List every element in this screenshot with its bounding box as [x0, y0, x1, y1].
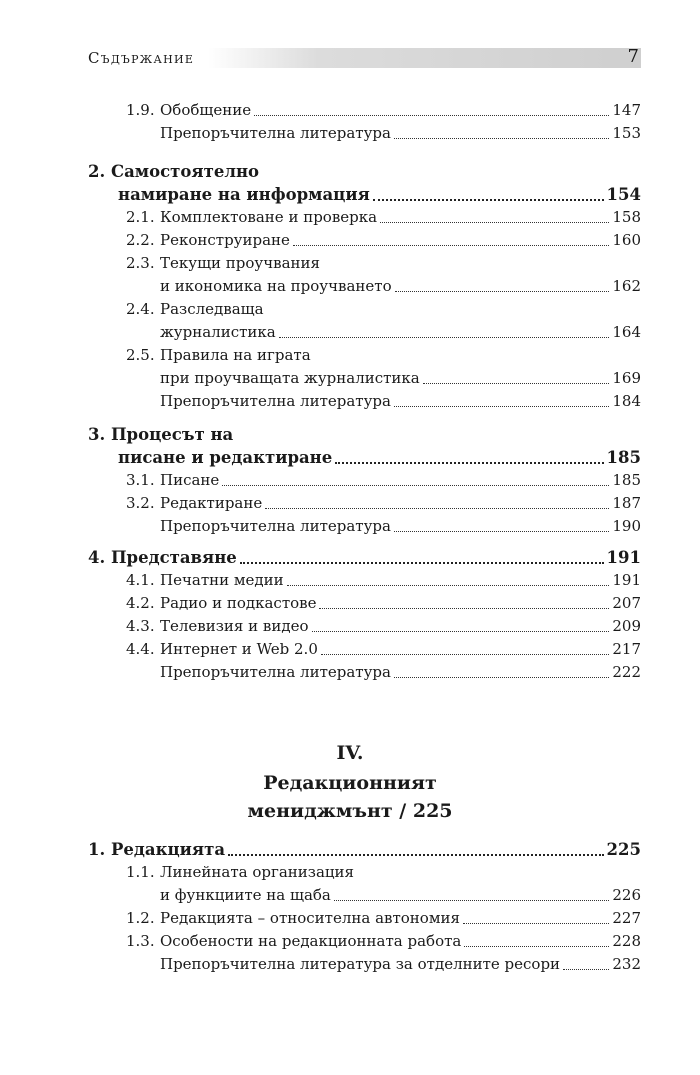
entry-label: и функциите на щаба [160, 886, 331, 904]
toc-entry [88, 861, 641, 884]
entry-page: 185 [612, 471, 641, 489]
toc-entry [88, 638, 641, 661]
chapter-page: 191 [606, 548, 641, 567]
entry-label: Редактиране [160, 494, 263, 512]
chapter-title: 2. Самостоятелно [88, 162, 260, 181]
chapter-title-line [88, 183, 641, 206]
chapter-page: 185 [606, 448, 641, 467]
entry-number: 4.3. [126, 617, 155, 635]
entry-label: Печатни медии [160, 571, 284, 589]
toc-chapter-2 [88, 160, 641, 413]
entry-label: при проучващата журналистика [160, 369, 420, 387]
toc-entry [88, 569, 641, 592]
entry-page: 158 [612, 208, 641, 226]
toc-entry [88, 492, 641, 515]
chapter-title: писане и редактиране [118, 448, 333, 467]
entry-label: Разследваща [160, 300, 264, 318]
entry-number: 2.2. [126, 231, 155, 249]
chapter-title-line [88, 423, 641, 446]
entry-page: 184 [612, 392, 641, 410]
toc-entry [88, 953, 641, 976]
toc-entry [88, 252, 641, 275]
entry-page: 169 [612, 369, 641, 387]
entry-page: 160 [612, 231, 641, 249]
entry-label: Препоръчителна литература [160, 663, 391, 681]
toc-entry [88, 615, 641, 638]
entry-number: 1.2. [126, 909, 155, 927]
toc-entry [88, 661, 641, 684]
toc-section-1 [88, 99, 641, 145]
entry-page: 227 [612, 909, 641, 927]
entry-number: 1.1. [126, 863, 155, 881]
entry-label: Препоръчителна литература [160, 517, 391, 535]
entry-page: 222 [612, 663, 641, 681]
entry-page: 147 [612, 101, 641, 119]
entry-number: 2.1. [126, 208, 155, 226]
entry-label: Препоръчителна литература [160, 124, 391, 142]
entry-label: журналистика [160, 323, 276, 341]
entry-label: и икономика на проучването [160, 277, 392, 295]
entry-page: 153 [612, 124, 641, 142]
running-header [88, 48, 641, 68]
header-page-number: 7 [627, 46, 639, 67]
entry-page: 190 [612, 517, 641, 535]
entry-number: 2.3. [126, 254, 155, 272]
entry-label: Обобщение [160, 101, 252, 119]
toc-entry [88, 390, 641, 413]
entry-label: Телевизия и видео [160, 617, 309, 635]
entry-label: Писане [160, 471, 220, 489]
toc-chapter-4 [88, 546, 641, 684]
chapter-title: 1. Редакцията [88, 840, 226, 859]
toc-entry-continued [88, 321, 641, 344]
toc-entry [88, 298, 641, 321]
chapter-title: 3. Процесът на [88, 425, 234, 444]
entry-number: 4.1. [126, 571, 155, 589]
part-numeral: IV. [336, 742, 364, 764]
entry-label: Интернет и Web 2.0 [160, 640, 318, 658]
toc-entry-continued [88, 367, 641, 390]
toc-entry [88, 930, 641, 953]
entry-label: Препоръчителна литература [160, 392, 391, 410]
entry-number: 4.4. [126, 640, 155, 658]
toc-entry [88, 515, 641, 538]
entry-number: 1.9. [126, 101, 155, 119]
entry-number: 3.1. [126, 471, 155, 489]
entry-number: 2.5. [126, 346, 155, 364]
toc-entry [88, 99, 641, 122]
entry-page: 191 [612, 571, 641, 589]
chapter-title-line [88, 160, 641, 183]
entry-page: 207 [612, 594, 641, 612]
entry-label: Особености на редакционната работа [160, 932, 462, 950]
entry-page: 226 [612, 886, 641, 904]
part-title: Редакционният [263, 772, 437, 794]
toc-part4-chapter-1 [88, 838, 641, 976]
chapter-title: 4. Представяне [88, 548, 237, 567]
entry-label: Линейната организация [160, 863, 354, 881]
toc-entry [88, 206, 641, 229]
toc-entry [88, 469, 641, 492]
entry-label: Текущи проучвания [160, 254, 321, 272]
part-title: мениджмънт / 225 [247, 800, 453, 822]
chapter-page: 154 [606, 185, 641, 204]
entry-page: 164 [612, 323, 641, 341]
chapter-title-line [88, 838, 641, 861]
entry-number: 3.2. [126, 494, 155, 512]
entry-label: Радио и подкастове [160, 594, 317, 612]
header-title: Съдържание [88, 49, 200, 67]
chapter-title-line [88, 546, 641, 569]
entry-label: Препоръчителна литература за отделните ресори [160, 955, 561, 973]
entry-page: 162 [612, 277, 641, 295]
entry-page: 209 [612, 617, 641, 635]
toc-entry [88, 344, 641, 367]
entry-page: 217 [612, 640, 641, 658]
entry-label: Комплектоване и проверка [160, 208, 378, 226]
entry-page: 232 [612, 955, 641, 973]
entry-number: 1.3. [126, 932, 155, 950]
toc-entry [88, 122, 641, 145]
toc-entry-continued [88, 275, 641, 298]
entry-label: Реконструиране [160, 231, 290, 249]
toc-chapter-3 [88, 423, 641, 538]
chapter-title-line [88, 446, 641, 469]
entry-number: 2.4. [126, 300, 155, 318]
entry-label: Правила на играта [160, 346, 311, 364]
entry-number: 4.2. [126, 594, 155, 612]
toc-entry [88, 592, 641, 615]
chapter-title: намиране на информация [118, 185, 370, 204]
entry-label: Редакцията – относителна автономия [160, 909, 460, 927]
toc-entry [88, 229, 641, 252]
entry-page: 228 [612, 932, 641, 950]
toc-entry-continued [88, 884, 641, 907]
entry-page: 187 [612, 494, 641, 512]
chapter-page: 225 [606, 840, 641, 859]
toc-entry [88, 907, 641, 930]
